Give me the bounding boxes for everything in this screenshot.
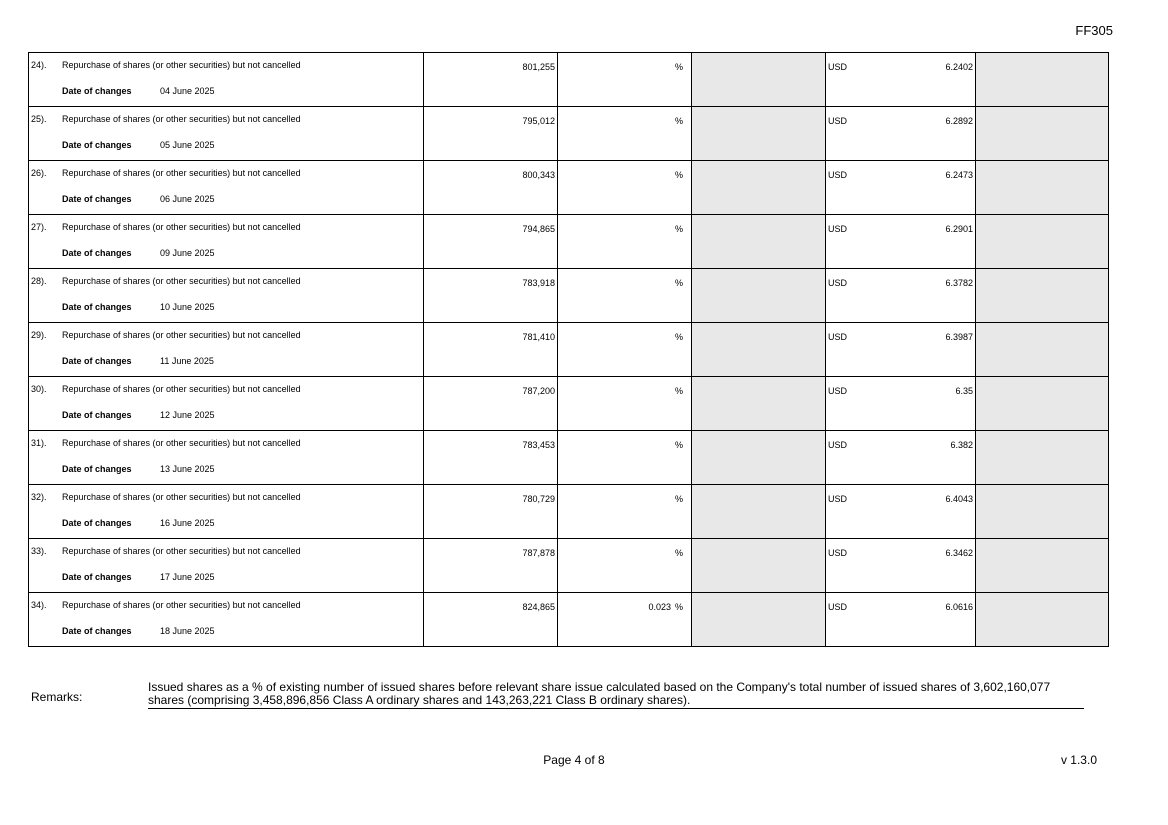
percent-cell — [558, 53, 692, 107]
page-number: Page 4 of 8 — [543, 753, 605, 767]
date-of-changes-label: Date of changes — [62, 464, 132, 474]
table-row — [29, 107, 1109, 161]
price-cell — [826, 269, 976, 323]
row-index: 24). — [31, 60, 47, 70]
date-of-changes-label: Date of changes — [62, 356, 132, 366]
price-cell — [826, 539, 976, 593]
shaded-cell — [692, 323, 826, 377]
shaded-cell — [976, 161, 1109, 215]
number-of-shares-cell — [424, 161, 558, 215]
share-changes-table — [28, 52, 1109, 647]
number-of-shares: 787,200 — [522, 386, 555, 396]
price-per-share: 6.4043 — [945, 494, 973, 504]
number-of-shares-cell — [424, 485, 558, 539]
change-description: Repurchase of shares (or other securities) but not cancelled — [62, 222, 301, 232]
date-of-changes-label: Date of changes — [62, 140, 132, 150]
change-description: Repurchase of shares (or other securities) but not cancelled — [62, 276, 301, 286]
number-of-shares-cell — [424, 377, 558, 431]
change-description: Repurchase of shares (or other securities) but not cancelled — [62, 330, 301, 340]
date-of-changes-label: Date of changes — [62, 572, 132, 582]
date-of-changes-value: 09 June 2025 — [160, 248, 215, 258]
percent-sign: % — [674, 62, 683, 72]
percent-cell — [558, 539, 692, 593]
shaded-cell — [976, 107, 1109, 161]
date-of-changes-value: 16 June 2025 — [160, 518, 215, 528]
number-of-shares: 780,729 — [522, 494, 555, 504]
date-of-changes-value: 10 June 2025 — [160, 302, 215, 312]
number-of-shares-cell — [424, 107, 558, 161]
change-description: Repurchase of shares (or other securities) but not cancelled — [62, 60, 301, 70]
date-of-changes-value: 18 June 2025 — [160, 626, 215, 636]
change-description: Repurchase of shares (or other securities) but not cancelled — [62, 114, 301, 124]
row-index: 29). — [31, 330, 47, 340]
number-of-shares: 795,012 — [522, 116, 555, 126]
row-index: 31). — [31, 438, 47, 448]
shaded-cell — [692, 431, 826, 485]
price-per-share: 6.3987 — [945, 332, 973, 342]
price-per-share: 6.2901 — [945, 224, 973, 234]
percent-sign: % — [674, 224, 683, 234]
remarks-label: Remarks: — [31, 690, 83, 704]
description-cell — [29, 593, 424, 647]
shaded-cell — [976, 377, 1109, 431]
change-description: Repurchase of shares (or other securities) but not cancelled — [62, 384, 301, 394]
shaded-cell — [692, 593, 826, 647]
number-of-shares-cell — [424, 593, 558, 647]
currency-code: USD — [828, 62, 848, 72]
change-description: Repurchase of shares (or other securities) but not cancelled — [62, 492, 301, 502]
table-row — [29, 53, 1109, 107]
number-of-shares-cell — [424, 215, 558, 269]
description-cell — [29, 431, 424, 485]
date-of-changes-label: Date of changes — [62, 518, 132, 528]
percent-value: 0.023 — [648, 602, 671, 612]
number-of-shares: 787,878 — [522, 548, 555, 558]
percent-sign: % — [674, 116, 683, 126]
currency-code: USD — [828, 602, 848, 612]
description-cell — [29, 53, 424, 107]
table-row — [29, 593, 1109, 647]
shaded-cell — [692, 107, 826, 161]
percent-sign: % — [674, 386, 683, 396]
number-of-shares-cell — [424, 53, 558, 107]
percent-sign: % — [674, 440, 683, 450]
number-of-shares: 794,865 — [522, 224, 555, 234]
description-cell — [29, 269, 424, 323]
description-cell — [29, 107, 424, 161]
percent-sign: % — [674, 332, 683, 342]
percent-cell — [558, 485, 692, 539]
table-row — [29, 269, 1109, 323]
percent-cell — [558, 161, 692, 215]
number-of-shares: 801,255 — [522, 62, 555, 72]
number-of-shares-cell — [424, 539, 558, 593]
shaded-cell — [976, 593, 1109, 647]
price-cell — [826, 431, 976, 485]
change-description: Repurchase of shares (or other securities) but not cancelled — [62, 546, 301, 556]
percent-sign: % — [674, 494, 683, 504]
price-per-share: 6.2473 — [945, 170, 973, 180]
percent-sign: % — [674, 548, 683, 558]
table-row — [29, 431, 1109, 485]
currency-code: USD — [828, 116, 848, 126]
row-index: 34). — [31, 600, 47, 610]
date-of-changes-label: Date of changes — [62, 302, 132, 312]
percent-cell — [558, 215, 692, 269]
shaded-cell — [976, 323, 1109, 377]
percent-cell — [558, 593, 692, 647]
currency-code: USD — [828, 494, 848, 504]
table-row — [29, 539, 1109, 593]
table-row — [29, 215, 1109, 269]
number-of-shares: 800,343 — [522, 170, 555, 180]
form-code: FF305 — [1075, 23, 1113, 38]
table-row — [29, 377, 1109, 431]
currency-code: USD — [828, 224, 848, 234]
description-cell — [29, 161, 424, 215]
currency-code: USD — [828, 170, 848, 180]
number-of-shares: 783,918 — [522, 278, 555, 288]
percent-cell — [558, 323, 692, 377]
number-of-shares-cell — [424, 269, 558, 323]
description-cell — [29, 215, 424, 269]
price-per-share: 6.35 — [955, 386, 973, 396]
currency-code: USD — [828, 386, 848, 396]
percent-sign: % — [674, 602, 683, 612]
date-of-changes-value: 04 June 2025 — [160, 86, 215, 96]
shaded-cell — [976, 485, 1109, 539]
date-of-changes-label: Date of changes — [62, 626, 132, 636]
row-index: 30). — [31, 384, 47, 394]
price-per-share: 6.3782 — [945, 278, 973, 288]
currency-code: USD — [828, 278, 848, 288]
version-label: v 1.3.0 — [1060, 753, 1097, 767]
currency-code: USD — [828, 440, 848, 450]
price-per-share: 6.2892 — [945, 116, 973, 126]
percent-cell — [558, 107, 692, 161]
currency-code: USD — [828, 548, 848, 558]
number-of-shares: 783,453 — [522, 440, 555, 450]
shaded-cell — [692, 215, 826, 269]
row-index: 25). — [31, 114, 47, 124]
date-of-changes-value: 06 June 2025 — [160, 194, 215, 204]
date-of-changes-value: 13 June 2025 — [160, 464, 215, 474]
change-description: Repurchase of shares (or other securities) but not cancelled — [62, 600, 301, 610]
price-cell — [826, 323, 976, 377]
shaded-cell — [976, 431, 1109, 485]
shaded-cell — [692, 161, 826, 215]
date-of-changes-value: 17 June 2025 — [160, 572, 215, 582]
price-per-share: 6.382 — [950, 440, 973, 450]
price-cell — [826, 161, 976, 215]
description-cell — [29, 323, 424, 377]
price-cell — [826, 485, 976, 539]
description-cell — [29, 485, 424, 539]
price-cell — [826, 53, 976, 107]
date-of-changes-value: 11 June 2025 — [160, 356, 214, 366]
date-of-changes-value: 12 June 2025 — [160, 410, 215, 420]
shaded-cell — [976, 215, 1109, 269]
date-of-changes-value: 05 June 2025 — [160, 140, 215, 150]
table-row — [29, 323, 1109, 377]
shaded-cell — [692, 53, 826, 107]
price-cell — [826, 593, 976, 647]
percent-cell — [558, 431, 692, 485]
percent-cell — [558, 377, 692, 431]
table-row — [29, 161, 1109, 215]
change-description: Repurchase of shares (or other securities) but not cancelled — [62, 168, 301, 178]
shaded-cell — [976, 53, 1109, 107]
shaded-cell — [976, 539, 1109, 593]
shaded-cell — [692, 485, 826, 539]
row-index: 32). — [31, 492, 47, 502]
price-cell — [826, 377, 976, 431]
shaded-cell — [692, 539, 826, 593]
date-of-changes-label: Date of changes — [62, 248, 132, 258]
number-of-shares-cell — [424, 323, 558, 377]
date-of-changes-label: Date of changes — [62, 410, 132, 420]
description-cell — [29, 377, 424, 431]
change-description: Repurchase of shares (or other securities) but not cancelled — [62, 438, 301, 448]
price-per-share: 6.3462 — [945, 548, 973, 558]
remarks-text: Issued shares as a % of existing number of issued shares before relevant share issue calculated based on the Company's total number of issued shares of 3,602,160,077 shares (comprising 3,458,896,856 Class A ordinary shares and 143,263,221 Class B ordinary shares). — [148, 681, 1084, 709]
percent-sign: % — [674, 170, 683, 180]
date-of-changes-label: Date of changes — [62, 194, 132, 204]
price-cell — [826, 215, 976, 269]
percent-cell — [558, 269, 692, 323]
row-index: 33). — [31, 546, 47, 556]
shaded-cell — [692, 269, 826, 323]
row-index: 26). — [31, 168, 47, 178]
description-cell — [29, 539, 424, 593]
percent-sign: % — [674, 278, 683, 288]
table-row — [29, 485, 1109, 539]
number-of-shares: 781,410 — [522, 332, 555, 342]
price-cell — [826, 107, 976, 161]
shaded-cell — [976, 269, 1109, 323]
date-of-changes-label: Date of changes — [62, 86, 132, 96]
row-index: 28). — [31, 276, 47, 286]
currency-code: USD — [828, 332, 848, 342]
price-per-share: 6.0616 — [945, 602, 973, 612]
row-index: 27). — [31, 222, 47, 232]
price-per-share: 6.2402 — [945, 62, 973, 72]
number-of-shares-cell — [424, 431, 558, 485]
number-of-shares: 824,865 — [522, 602, 555, 612]
shaded-cell — [692, 377, 826, 431]
